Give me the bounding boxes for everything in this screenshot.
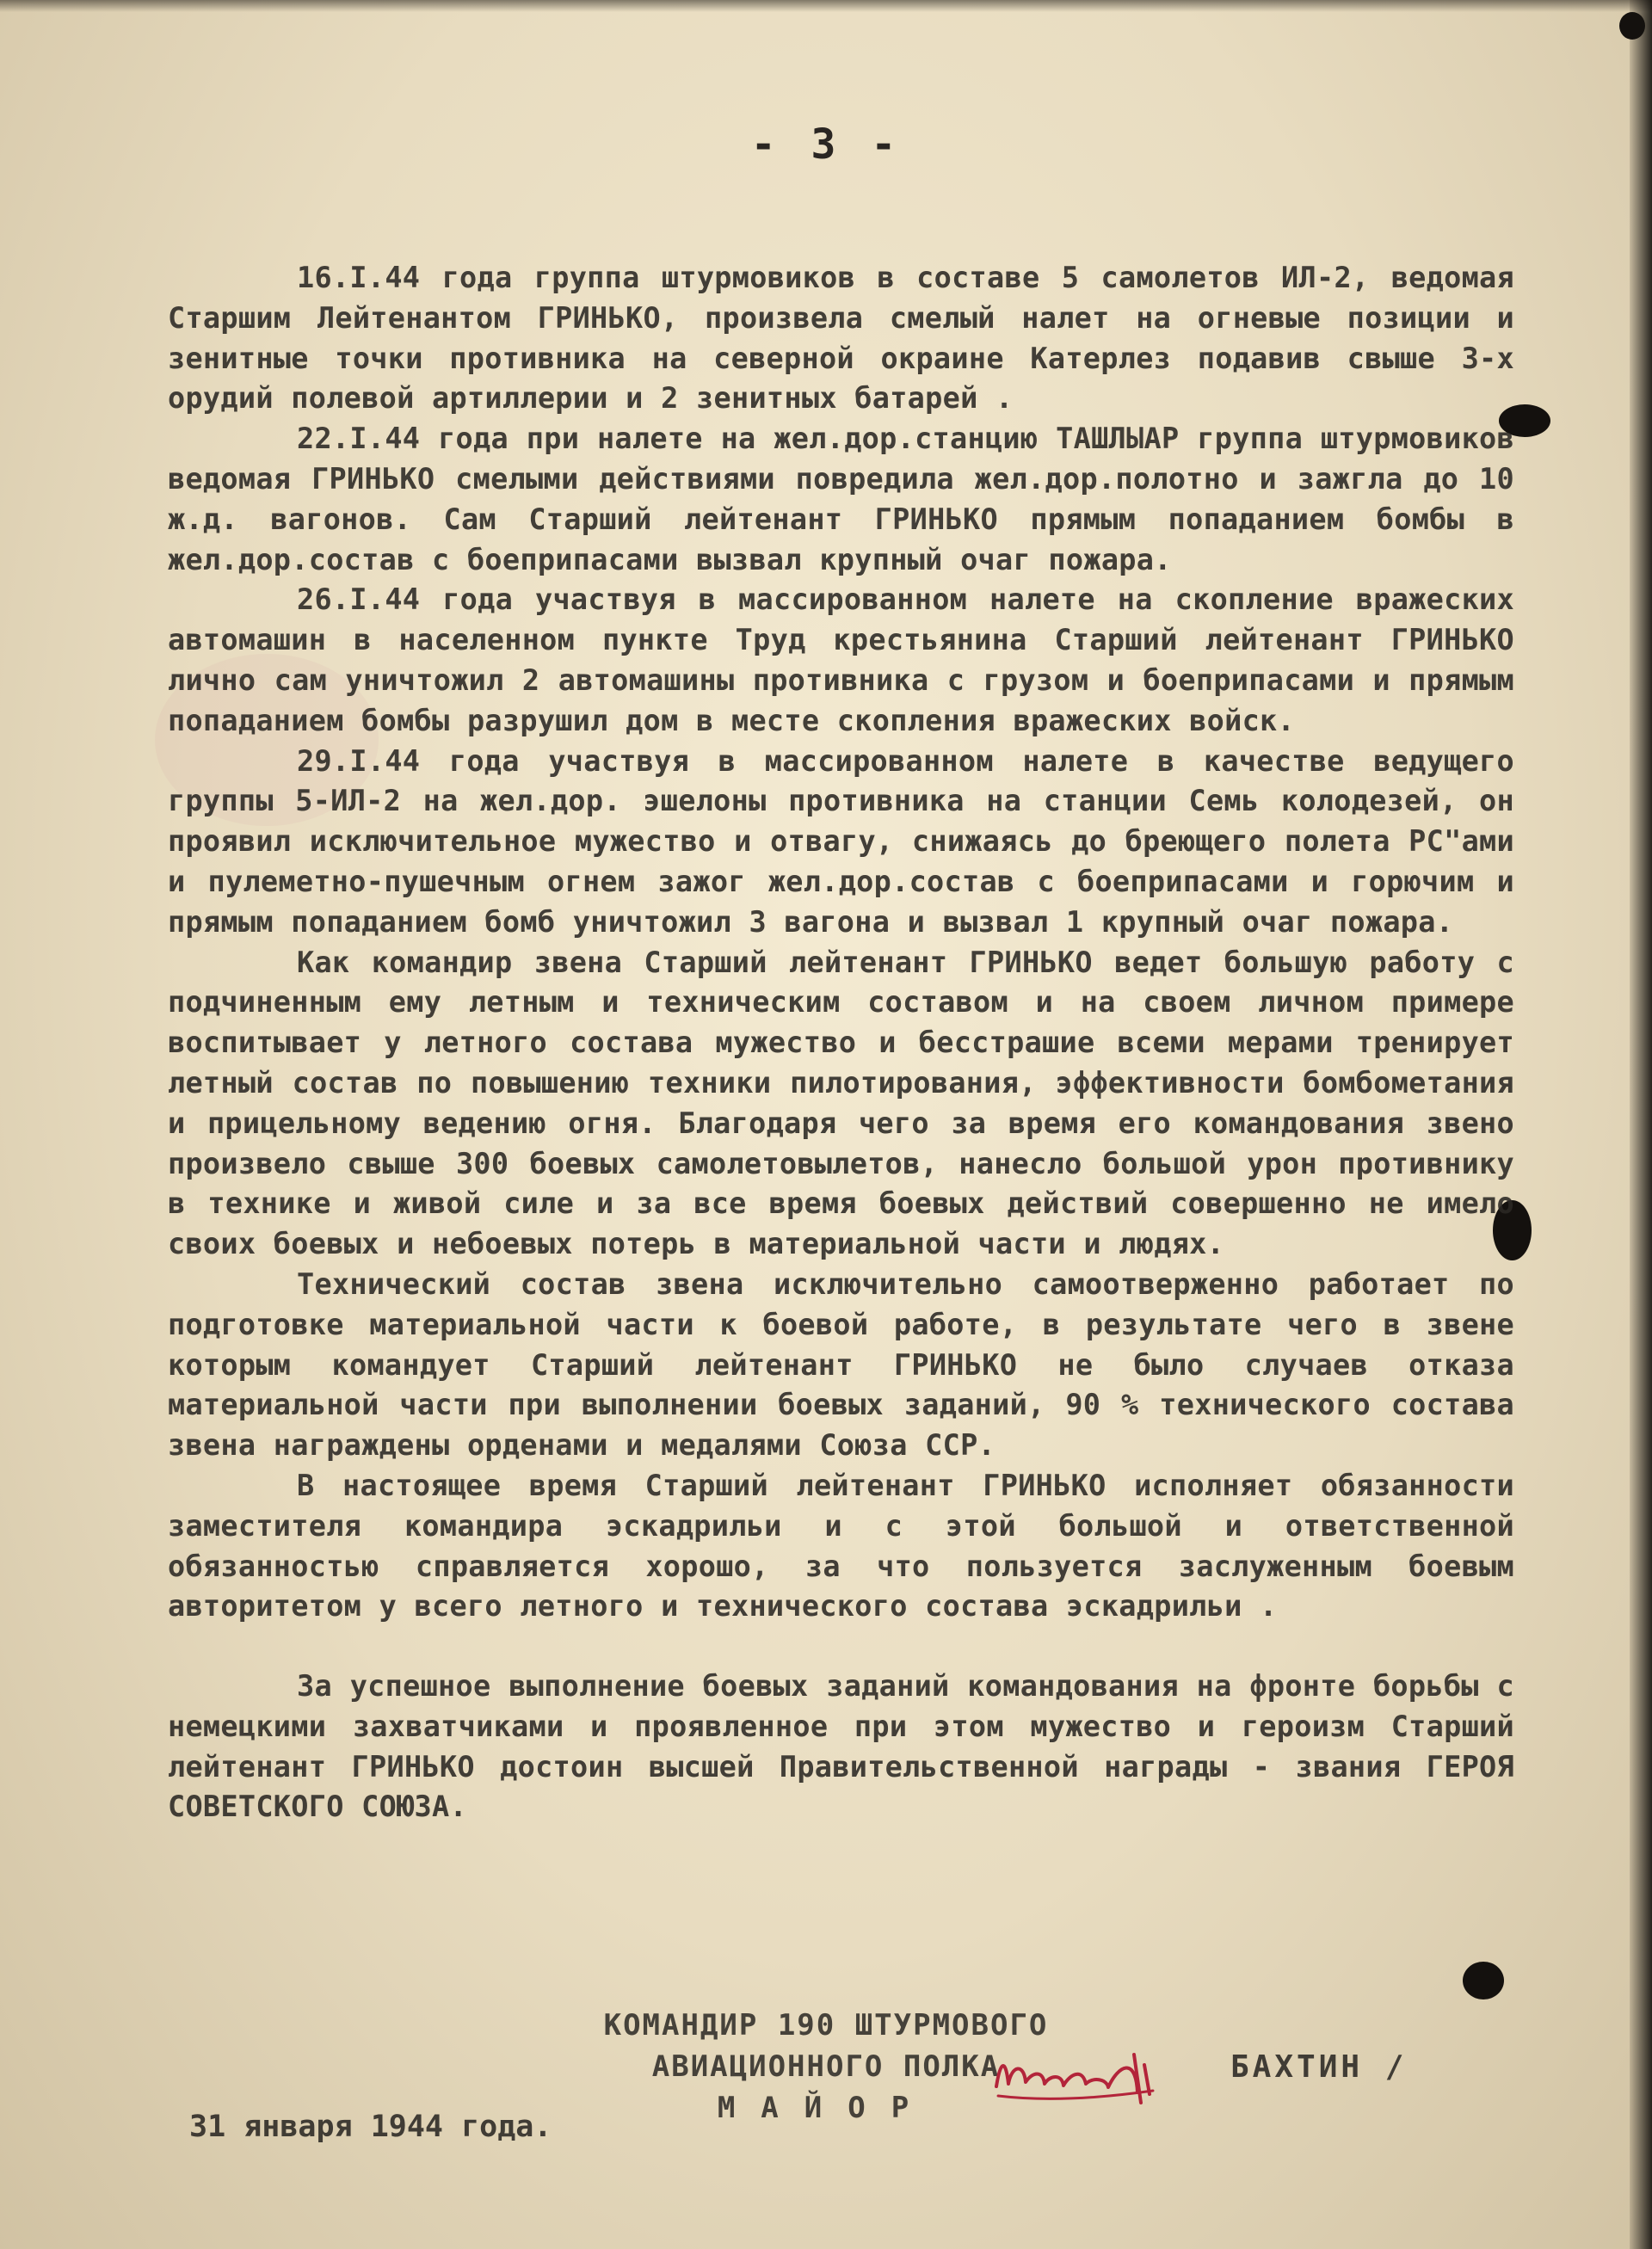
paragraph-jan-22: 22.I.44 года при налете на жел.дор.станцию ТАШЛЫАР группа штурмовиков ведомая ГРИНЬКО смелыми действиями повредила жел.дор.полотно и зажгла до 10 ж.д. вагонов. Сам Старший лейтенант ГРИНЬКО прямым попаданием бомбы в жел.дор.состав с боеприпасами вызвал крупный очаг пожара. (168, 422, 1514, 576)
signature-title-line1: КОМАНДИР 190 ШТУРМОВОГО (603, 2008, 1049, 2043)
signature-rank: МАЙОР (717, 2091, 935, 2125)
paragraph-current-duty: В настоящее время Старший лейтенант ГРИНЬКО исполняет обязанности заместителя командира эскадрильи и с этой большой и ответственной обязанностью справляется хорошо, за что пользуется заслуженным боевым авторитетом у всего летного и технического состава эскадрильи . (168, 1468, 1514, 1624)
page-number: - 3 - (750, 120, 902, 169)
scan-shadow-right (1630, 0, 1652, 2249)
document-body (168, 258, 1514, 1827)
paragraph-technical-staff: Технический состав звена исключительно самоотверженно работает по подготовке материальной части к боевой работе, в результате чего в звене которым командует Старший лейтенант ГРИНЬКО не было случаев отказа материальной части при выполнении боевых заданий, 90 % технического состава звена награждены орденами и медалями Союза ССР. (168, 1266, 1514, 1463)
paragraph-commander-work: Как командир звена Старший лейтенант ГРИНЬКО ведет большую работу с подчиненным ему летным и техническим составом и на своем личном примере воспитывает у летного состава мужество и бесстрашие всеми мерами тренирует летный состав по повышению техники пилотирования, эффективности бомбометания и прицельному ведению огня. Благодаря чего за время его командования звено произвело свыше 300 боевых самолетовылетов, нанесло большой урон противнику в технике и живой силе и за все время боевых действий совершенно не имело своих боевых и небоевых потерь в материальной части и людях. (168, 945, 1514, 1261)
paragraph-recommendation: За успешное выполнение боевых заданий командования на фронте борьбы с немецкими захватчиками и проявленное при этом мужество и героизм Старший лейтенант ГРИНЬКО достоин высшей Правительственной награды - звания ГЕРОЯ СОВЕТСКОГО СОЮЗА. (168, 1669, 1514, 1824)
signature-name: БАХТИН / (1230, 2049, 1408, 2085)
signature-title-line2: АВИАЦИОННОГО ПОЛКА (651, 2049, 1001, 2084)
document-date: 31 января 1944 года. (189, 2110, 552, 2144)
punch-hole (1463, 1962, 1504, 1999)
paragraph-jan-26: 26.I.44 года участвуя в массированном налете на скопление вражеских автомашин в населенном пункте Труд крестьянина Старший лейтенант ГРИНЬКО лично сам уничтожил 2 автомашины противника с грузом и боеприпасами и прямым попаданием бомбы разрушил дом в месте скопления вражеских войск. (168, 582, 1514, 737)
punch-hole (1619, 12, 1645, 40)
paragraph-jan-16: 16.I.44 года группа штурмовиков в составе 5 самолетов ИЛ-2, ведомая Старшим Лейтенантом ГРИНЬКО, произвела смелый налет на огневые позиции и зенитные точки противника на северной окраине Катерлез подавив свыше 3-х орудий полевой артиллерии и 2 зенитных батарей . (168, 261, 1514, 416)
paragraph-jan-29: 29.I.44 года участвуя в массированном налете в качестве ведущего группы 5-ИЛ-2 на жел.дор. эшелоны противника на станции Семь колодезей, он проявил исключительное мужество и отвагу, снижаясь до бреющего полета РС"ами и пулеметно-пушечным огнем зажог жел.дор.состав с боеприпасами и горючим и прямым попаданием бомб уничтожил 3 вагона и вызвал 1 крупный очаг пожара. (168, 743, 1514, 939)
scan-shadow-top (0, 0, 1652, 12)
handwritten-signature (989, 2039, 1213, 2108)
